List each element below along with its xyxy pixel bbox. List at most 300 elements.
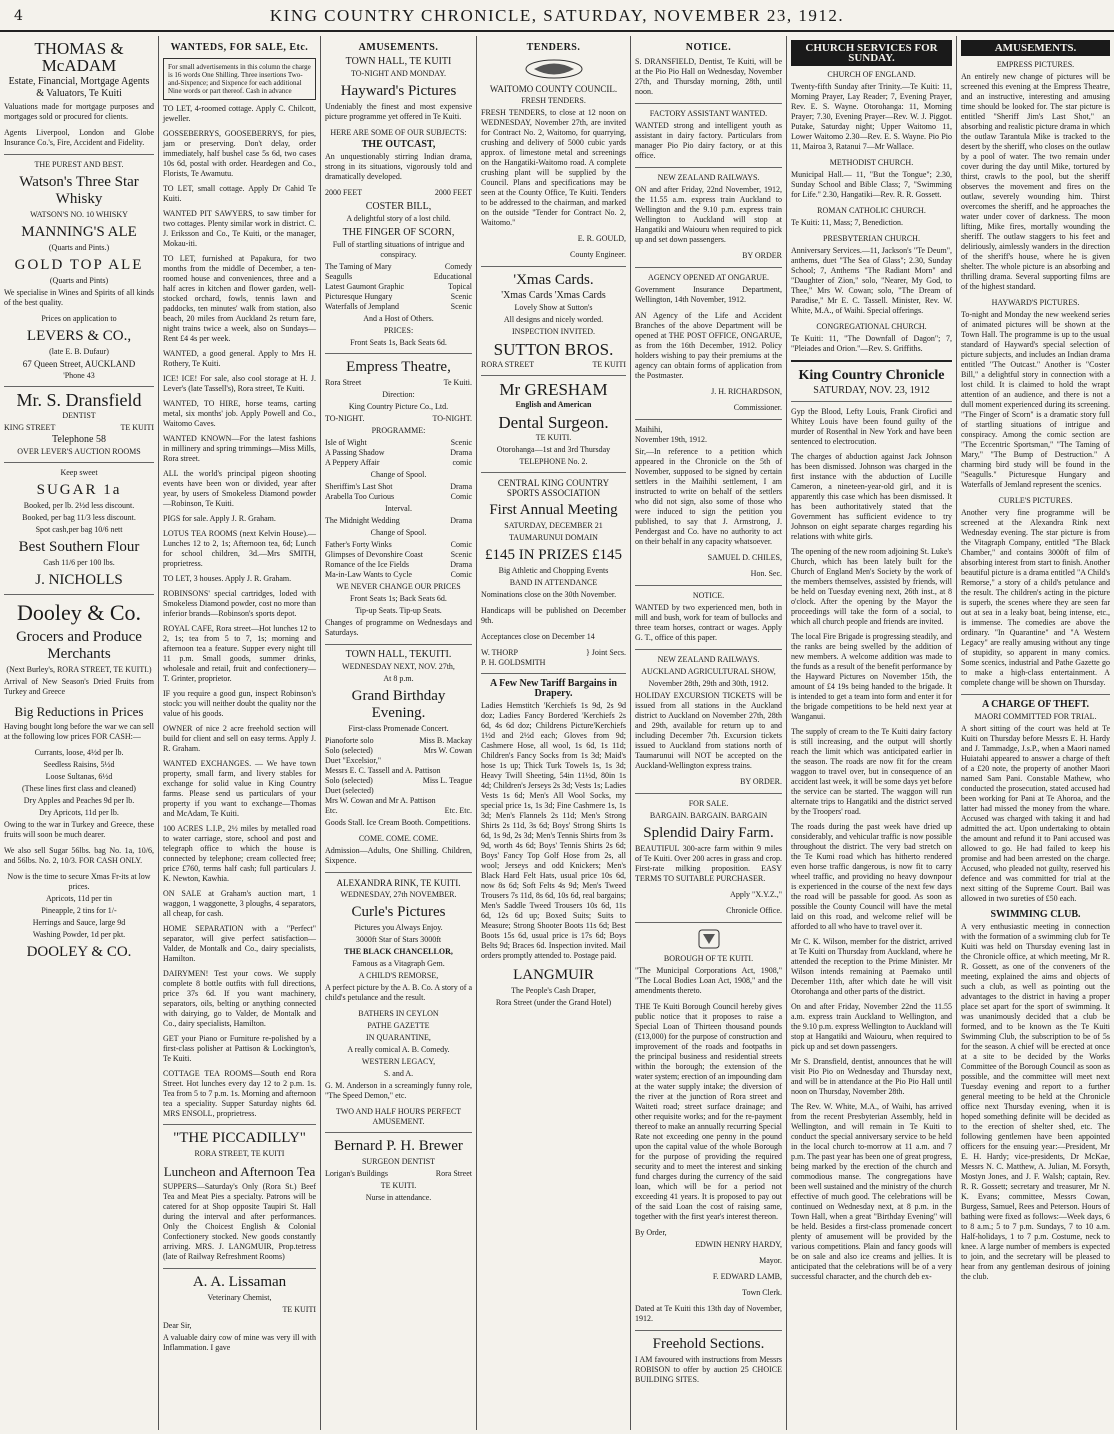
classified-ad: LOTUS TEA ROOMS (next Kelvin House).—Lunches 12 to 2, 1s; Afternoon tea, 6d; Lunch for school children, 3d.—Mrs SMITH, proprietress. bbox=[163, 529, 316, 568]
programme-row bbox=[325, 482, 472, 492]
agency-heading: AGENCY OPENED AT ONGARUE. bbox=[648, 273, 769, 282]
first-class-note: (These lines first class and cleaned) bbox=[22, 784, 136, 793]
programme-row bbox=[325, 516, 472, 526]
programme-item: Solo (selected) bbox=[325, 776, 373, 785]
fresh-body: FRESH TENDERS, to close at 12 noon on WEDNESDAY, November 27th, are invited for Contract No. 2, Waitomo, for quarrying, crushing and delivery of 5000 cubic yards approx. of limestone metal and screenings on the Hangatiki-Waitomo road. A complete crushing plant will be supplied by the Council. Plans and specifications may be seen at the County Office, Te Kuiti. Tenders to be addressed to the chairman, and marked on the outside "Tender for Contract No. 2, Waitomo." bbox=[481, 108, 626, 227]
county-crest-icon bbox=[514, 58, 594, 80]
apply-xyz: Apply "X.Y.Z.," bbox=[730, 890, 782, 899]
programme-item: Isle of Wight bbox=[325, 438, 367, 447]
joint-secs: } Joint Secs. bbox=[585, 648, 626, 657]
quarantine-desc: A really comical A. B. Comedy. bbox=[347, 1045, 450, 1054]
nzr-heading-2: NEW ZEALAND RAILWAYS. bbox=[657, 655, 760, 664]
town-hall-2: TOWN HALL, TEKUITI. bbox=[345, 649, 452, 660]
programme-list-2 bbox=[325, 482, 472, 502]
childs-desc: A perfect picture by the A. B. Co. A story of a child's petulance and the result. bbox=[325, 983, 472, 1002]
classified-ad: TO LET, 3 houses. Apply J. R. Graham. bbox=[163, 574, 292, 583]
factory-body: WANTED strong and intelligent youth as assistant in dairy factory. Particulars from manager Pio Pio dairy factory, or at this office. bbox=[635, 121, 782, 160]
programme-kind: Comic bbox=[450, 540, 472, 549]
tonight-left: TO-NIGHT. bbox=[325, 414, 365, 423]
hayward-pictures: HAYWARD'S PICTURES. bbox=[991, 298, 1080, 307]
spot-cash: Spot cash,per bag 10/6 nett bbox=[35, 525, 123, 534]
sutton-bros: SUTTON BROS. bbox=[493, 340, 614, 359]
classified-ad: ROYAL CAFE, Rora street—Hot lunches 12 to 2, 1s; tea from 5 to 7, 1s; morning and afternoon tea a feature. Supper every night till 11 p.m. Small goods, summer drinks, wholesale and retail, fruit and confectionery—T. Grinter, proprietor. bbox=[163, 624, 316, 683]
classified-ad: OWNER of nice 2 acre freehold section will build for client and sell on easy terms. Apply J. R. Graham. bbox=[163, 724, 316, 753]
programme-row bbox=[325, 806, 472, 816]
programme-item: A Peppery Affair bbox=[325, 458, 380, 467]
nominations-text: Nominations close on the 30th November. bbox=[481, 590, 617, 599]
outcast-desc: An unquestionably stirring Indian drama, strong in its situations, vigorously told and dramatically developed. bbox=[325, 152, 472, 181]
currants-price: Currants, loose, 4½d per lb. bbox=[34, 748, 124, 757]
curle-title: Curle's Pictures bbox=[351, 904, 446, 920]
concert-list bbox=[325, 736, 472, 816]
mayor-title: Mayor. bbox=[759, 1256, 782, 1265]
column-5 bbox=[631, 36, 786, 1430]
clerk-title: Town Clerk. bbox=[742, 1288, 782, 1297]
classified-ad: GOSSEBERRYS, GOOSEBERRYS, for pies, jam or preserving. Don't delay, order immediately, half bushel case 5s 6d, two cases 10s 6d, postal with order. Heardegen and Co., Florists, Te Awamutu. bbox=[163, 129, 316, 178]
empress-body: An entirely new change of pictures will be screened this evening at the Empress Theatre, and an instructive, interesting and amusing time should be looked for. The star picture is entitled "Sheriff Jim's Last Shot," an absorbing and realistic picture drama in which the outlaw Tarantula Mike is tracked to the desert by the sheriff, who closes on the outlaw by a pool of water. The two remain under cover during the day until Mike, tortured by thirst, crawls to the pool, but the sheriff observes the movement and fires on the outlaw, severely wounding him. Thirst overcomes the sheriff, and he approaches the water under cover of darkness. The moon lifting, Mike fires, mortally wounding the sheriff. The outlaw staggers to his feet and deliriously, aimlessly wanders in the direction of the sheriff's house, where he is given shelter. The whole picture is an absorbing and thrilling drama. Several supporting films are of the highest standard. bbox=[961, 72, 1110, 291]
programme-kind: Educational bbox=[433, 272, 472, 281]
agency-body: AN Agency of the Life and Accident Branches of the above Department will be opened at THE POST OFFICE, ONGARUE, as from the 16th December, 1912. Policy holders wishing to pay their premiums at the agency can obtain forms of application from the Postmaster. bbox=[635, 311, 782, 380]
fresh-tenders: FRESH TENDERS. bbox=[521, 96, 586, 105]
sports-association: CENTRAL KING COUNTRY SPORTS ASSOCIATION bbox=[497, 478, 610, 498]
programme-list-3 bbox=[325, 516, 472, 526]
hardy-name: EDWIN HENRY HARDY, bbox=[695, 1240, 782, 1249]
programme-item: Ma-in-Law Wants to Cycle bbox=[325, 570, 412, 579]
change-of-spool-2: Change of Spool. bbox=[370, 528, 427, 537]
classified-ad: 100 ACRES L.I.P., 2½ miles by metalled road to water carriage, store, school and post and telegraph office to which the house is connected by telephone; cream collected free; price £760, terms half cash; full particulars J. K. Newton, Kawhia. bbox=[163, 824, 316, 883]
petition-letter: Sir,—In reference to a petition which appeared in the Chronicle on the 5th of November, supposed to be signed by certain settlers in the Maihihi settlement, I am instructed to write on behalf of the settlers who did not sign, also some of those who were induced to sign the petition you published, to say that J. Armstrong, J. Pendergast and Co. have no authority to act on their behalf in any capacity whatsoever. bbox=[635, 447, 782, 546]
programme-kind: Drama bbox=[450, 448, 472, 457]
classified-ad: WANTED PIT SAWYERS, to saw timber for two cottages. Plenty similar work in district. C. J. Eriksson and Co., Te Kuiti, or the manager, Mokau-iti. bbox=[163, 209, 316, 248]
notice2-body: WANTED by two experienced men, both in mill and bush, work for team of bullocks and three team horses, contract or wages. Apply G. T., office of this paper. bbox=[635, 603, 782, 642]
lovely-show: Lovely Show at Sutton's bbox=[514, 303, 593, 312]
luncheon-text: Luncheon and Afternoon Tea bbox=[163, 1164, 316, 1179]
classified-ad: PIGS for sale. Apply J. R. Graham. bbox=[163, 514, 276, 523]
column-6 bbox=[787, 36, 956, 1430]
two-half-hours: TWO AND HALF HOURS PERFECT AMUSEMENT. bbox=[335, 1107, 462, 1126]
dooley-name: Dooley & Co. bbox=[16, 600, 142, 625]
classified-ad: GET your Piano or Furniture re-polished by a first-class polisher at Pattison & Lockington's, Te Kuiti. bbox=[163, 1034, 316, 1063]
wanteds-list bbox=[163, 104, 316, 1119]
programme-item: The Taming of Mary bbox=[325, 262, 392, 271]
dooley-address: (Next Burley's, RORA STREET, TE KUITI.) bbox=[6, 665, 152, 674]
xmas-fruits: Now is the time to secure Xmas Fr-its at low prices. bbox=[7, 872, 151, 891]
grocers-text: Grocers and Produce Merchants bbox=[16, 629, 142, 662]
classified-ad: TO LET, furnished at Papakura, for two months from the middle of December, a ten-roomed house and conveniences, three and a half acres in kitchen and flower garden, well-stocked orchard, fowls, tennis lawn and paddocks, ten minutes' walk from station, also beach, 20 miles from Auckland 2s return fare, night trains twice a week, also on Sundays—Rent £4 4s per week. bbox=[163, 254, 316, 343]
for-sale: FOR SALE. bbox=[688, 799, 729, 808]
lorigan-buildings: Lorigan's Buildings bbox=[325, 1169, 388, 1178]
curle-pictures: CURLE'S PICTURES. bbox=[998, 496, 1073, 505]
coe-body: Twenty-fifth Sunday after Trinity.—Te Kuiti: 11, Morning Prayer, Lay Reader; 7, Evening Prayer, Rev. E. S. Wayne. Otorohanga: 11, Morning Prayer; 7.30, Evening Prayer—Rev. W. J. Piggot. Putake, Saturday night; Upper Waitomo 11, Lower Waitomo 2.30—Rev. E. S. Wayne. Pio Pio 11, Mairoa 3, Ratanui 7—Mr Wallace. bbox=[791, 82, 952, 151]
notice-heading-2: NOTICE. bbox=[692, 591, 725, 600]
goldtop-ale: GOLD TOP ALE bbox=[14, 257, 144, 273]
bargain-line: BARGAIN. BARGAIN. BARGAIN bbox=[649, 811, 768, 820]
sugar-1a: SUGAR 1a bbox=[36, 482, 122, 498]
mannings-ale: MANNING'S ALE bbox=[21, 224, 137, 240]
specialise-text: We specialise in Wines and Spirits of all kinds of the best quality. bbox=[4, 288, 154, 307]
programme-kind: comic bbox=[452, 458, 472, 467]
anderson-text: G. M. Anderson in a screamingly funny role, "The Speed Demon," etc. bbox=[325, 1081, 472, 1100]
classified-ad: COTTAGE TEA ROOMS—South end Rora Street. Hot lunches every day 12 to 2 p.m. 1s. Tea from 5 to 7 p.m. 1s. Morning and afternoon tea a speciality. Supper Saturday nights 6d. MRS ENSOLL, proprietress. bbox=[163, 1069, 316, 1118]
dated-text: Dated at Te Kuiti this 13th day of November, 1912. bbox=[635, 1304, 782, 1323]
legacy-sub: S. and A. bbox=[383, 1069, 414, 1078]
programme-kind: Drama bbox=[450, 560, 472, 569]
piccadilly-title: "THE PICCADILLY" bbox=[173, 1130, 306, 1146]
always-enjoy: Pictures you Always Enjoy. bbox=[354, 923, 443, 932]
programme-item: Latest Gaumont Graphic bbox=[325, 282, 405, 291]
presb-heading: PRESBYTERIAN CHURCH. bbox=[823, 234, 920, 243]
feet-right: 2000 FEET bbox=[434, 188, 472, 197]
all-designs: All designs and nicely worded. bbox=[503, 315, 604, 324]
outcast-title: THE OUTCAST, bbox=[361, 139, 436, 150]
programme-item: Solo (selected) bbox=[325, 746, 373, 755]
dry-apricots-price: Dry Apricots, 11d per lb. bbox=[39, 808, 119, 817]
news-paragraph: Mr S. Dransfield, dentist, announces that he will visit Pio Pio on Wednesday and Thursday next, and will be in attendance at the Pio Pio Hall until noon on Thursday, November 28th. bbox=[791, 1057, 952, 1096]
vitagraph-gem: Famous as a Vitagraph Gem. bbox=[352, 959, 445, 968]
tonight-right: TO-NIGHT. bbox=[432, 414, 472, 423]
prices-label: PRICES: bbox=[383, 326, 414, 335]
gould-name: E. R. GOULD, bbox=[577, 234, 626, 243]
programme-row bbox=[325, 292, 472, 302]
programme-item: Arabella Too Curious bbox=[325, 492, 395, 501]
mahihi-place: Maihihi, bbox=[635, 425, 663, 434]
brewer-street: Rora Street bbox=[435, 1169, 472, 1178]
apricots-tin: Apricots, 11d per tin bbox=[46, 894, 112, 903]
agents-text: Agents Liverpool, London and Globe Insurance Co.'s, Fire, Accident and Fidelity. bbox=[4, 128, 154, 147]
programme-list-1 bbox=[325, 438, 472, 468]
classified-ad: ICE! ICE! For sale, also cool storage at H. J. Lever's (late Tassell's), Rora street, Te Kuiti. bbox=[163, 374, 316, 393]
programme-row bbox=[325, 540, 472, 550]
gresham-name: Mr GRESHAM bbox=[499, 380, 608, 399]
interval-label: Interval. bbox=[385, 504, 412, 513]
films-list bbox=[325, 262, 472, 312]
column-2 bbox=[159, 36, 320, 1430]
band-attendance: BAND IN ATTENDANCE bbox=[509, 578, 598, 587]
programme-kind: Scenic bbox=[450, 292, 472, 301]
programme-row bbox=[325, 550, 472, 560]
news-paragraph: The charges of abduction against Jack Johnson has been dismissed. Johnson was charged in the first instance with the abduction of Lucille Cameron, a nineteen-year-old girl, and it is apparently this case which has been dismissed. It has been authoritatively stated that the Government has sufficient evidence to try Johnson on eight separate charges regarding his relations with white girls. bbox=[791, 452, 952, 541]
levers-name: LEVERS & CO., bbox=[26, 328, 132, 344]
programme-kind: Comic bbox=[450, 570, 472, 579]
kc-body bbox=[791, 407, 952, 1282]
programme-row bbox=[325, 796, 472, 806]
programme-row bbox=[325, 746, 472, 756]
having-text: Having bought long before the war we can sell at the following low prices FOR CASH:— bbox=[4, 722, 154, 741]
handicaps-text: Handicaps will be published on December 9th. bbox=[481, 606, 626, 625]
undeniably-text: Undeniably the finest and most expensive picture programme yet offered in Te Kuiti. bbox=[325, 102, 472, 121]
programme-row bbox=[325, 448, 472, 458]
dear-sir: Dear Sir, bbox=[163, 1321, 192, 1330]
grand-birthday: Grand Birthday Evening. bbox=[351, 688, 446, 721]
presb-body: Anniversary Services.—11, Jackson's "Te Deum", anthems, duet "The Sea of Glass"; 2.30, Sunday School; 7, Anthems "The Radiant Morn" and "Daughter of Zion," solo, "Nearer, My God, to Thee," Mrs W. Cowan; solo, "The Dream of Paradise," Mr E. C. Tassell. Minister, Rev. W. White, M.A., of Waihi. Special offerings. bbox=[791, 246, 952, 315]
hon-sec: Hon. Sec. bbox=[750, 569, 782, 578]
arrival-text: Arrival of New Season's Dried Fruits from Turkey and Greece bbox=[4, 677, 154, 696]
classified-ad: TO LET, 4-roomed cottage. Apply C. Chilcott, jeweller. bbox=[163, 104, 316, 123]
hayward-body: To-night and Monday the new weekend series of animated pictures will be shown at the Town Hall. The programme is up to the usual standard of Hayward's special selection of picture subjects, and includes an Indian drama entitled "The Outcast." Another is "Coster Bill," a delightful story in connection with a lost child. It is claimed to hold the wrapt attention of an audience, and there is not a dull moment experienced during its screening. "The Finger of Scorn" is a dramatic story full of startling situations of intrigue and conspiracy. Among the comic section are "The Eccentric Sportsman," "The Taming of Mary," "The Bump of Destruction." A charming bird study will be found in the "Seagulls." Picturesque Hungary and Waterfalls of Jemland represent the scenics. bbox=[961, 310, 1110, 489]
empress-town: Te Kuiti. bbox=[443, 378, 472, 387]
farm-body: BEAUTIFUL 300-acre farm within 9 miles of Te Kuiti. Over 200 acres in grass and crop. First-rate milking proposition. EASY TERMS TO SUITABLE PURCHASER. bbox=[635, 844, 782, 883]
programme-kind: Topical bbox=[448, 282, 472, 291]
prices-application: Prices on application to bbox=[41, 314, 117, 323]
classified-ad: ALL the world's principal pigeon shooting events have been won or divided, year after year, by users of Smokeless Diamond powder—Robinson, Te Kuiti. bbox=[163, 469, 316, 508]
pineapple-price: Pineapple, 2 tins for 1/- bbox=[41, 906, 117, 915]
sutton-town: TE KUITI bbox=[592, 360, 626, 369]
news-paragraph: Mr C. K. Wilson, member for the district, arrived at Te Kuiti on Thursday from Auckland, where he attended the reception to the Prime Minister. Mr Wilson intends remaining at Paemako until December 11th, after which date he will visit Otorohanga and other parts of the district. bbox=[791, 937, 952, 996]
church-heading: CHURCH SERVICES FOR SUNDAY. bbox=[791, 40, 952, 66]
by-order-3: By Order, bbox=[635, 1228, 667, 1237]
booked-lb: Booked, per lb. 2½d less discount. bbox=[23, 501, 135, 510]
programme-row bbox=[325, 786, 472, 796]
programme-list-4 bbox=[325, 540, 472, 580]
booked-bag: Booked, per bag 11/3 less discount. bbox=[22, 513, 136, 522]
column-3 bbox=[321, 36, 476, 1430]
wanteds-rates: For small advertisements in this column the charge is 16 words One Shilling. Three insertions Two-and-Sixpence; and Sixpence for each additional Nine words or part thereof. Cash in advance bbox=[163, 58, 316, 100]
programme-kind: Drama bbox=[450, 482, 472, 491]
host-others: And a Host of Others. bbox=[363, 314, 434, 323]
programme-item: Romance of the Ice Fields bbox=[325, 560, 409, 569]
news-paragraph: The roads during the past week have dried up considerably, and vehicular traffic is now possible throughout the district. The very bad stretch on the Te Kumi road which has hitherto rendered even horse traffic dangerous, is now fit to carry wheel traffic, and providing no heavy downpour is experienced in the course of the next few days the road will be passable for good. As soon as possible the County Council will have the metal laid on this road, and welcome relief will be afforded to all who have to travel over it. bbox=[791, 822, 952, 931]
programme-kind: Etc. Etc. bbox=[444, 806, 472, 815]
te-kuiti: TE KUITI bbox=[120, 423, 154, 432]
langmuir-address: Rora Street (under the Grand Hotel) bbox=[495, 998, 612, 1007]
programme-kind: Miss B. Mackay bbox=[419, 736, 472, 745]
programme-item: Seagulls bbox=[325, 272, 353, 281]
curle-body: Another very fine programme will be screened at the Alexandra Rink next Wednesday evening. The star picture is from the Vitagraph Company, entitled "The Black Chamber," and contains 3000ft of film of absorbing interest from start to finish. Another beautiful picture is a drama entitled "A Child's Remorse," a story of a child's petulance and the result. The children's acting in the picture is superb, the scenes where they are seen far out at sea in a leaky boat, being intense, etc., is immense. The comedies are above the ordinary. "In Quarantine" and "A Western Legacy" are really amusing without any tinge of stupidity, so apparent in many comics. Some scenics, industrial and Pathe Gazette go to make a high-class entertainment. A complete change will be shown on Thursday. bbox=[961, 508, 1110, 687]
bathers-ceylon: BATHERS IN CEYLON bbox=[358, 1009, 439, 1018]
dry-apples-price: Dry Apples and Peaches 9d per lb. bbox=[23, 796, 135, 805]
sultanas-price: Loose Sultanas, 6½d bbox=[45, 772, 113, 781]
come-come: COME. COME. COME. bbox=[358, 834, 439, 843]
tipup-seats: Tip-up Seats. Tip-up Seats. bbox=[355, 606, 442, 615]
programme-item: Duet "Excelsior," bbox=[325, 756, 381, 765]
county-council: WAITOMO COUNTY COUNCIL. bbox=[489, 84, 618, 94]
programme-row bbox=[325, 262, 472, 272]
finger-title: THE FINGER OF SCORN, bbox=[342, 227, 455, 238]
classified-ad: WANTED, TO HIRE, horse teams, carting metal, six months' job. Apply Powell and Co., Waitomo Caves. bbox=[163, 399, 316, 428]
flour-cash: Cash 11/6 per 100 lbs. bbox=[43, 558, 115, 567]
ags-date: November 28th, 29th and 30th, 1912. bbox=[648, 679, 769, 688]
king-street: KING STREET bbox=[4, 423, 56, 432]
tenders-heading: TENDERS. bbox=[526, 42, 581, 53]
borough-heading: BOROUGH OF TE KUITI. bbox=[663, 954, 754, 963]
subjects-label: HERE ARE SOME OF OUR SUBJECTS: bbox=[330, 128, 467, 137]
big-reductions: Big Reductions in Prices bbox=[14, 704, 144, 719]
classified-ad: WANTED EXCHANGES. — We have town property, small farm, and livery stables for exchange for solid value in King Country farms. Please send us particulars of your property if you want to exchange—Thomas and McAdam, Te Kuiti. bbox=[163, 759, 316, 818]
programme-item: Father's Forty Winks bbox=[325, 540, 392, 549]
rora-street: Rora Street bbox=[325, 378, 362, 387]
valuations-text: Valuations made for mortgage purposes and mortgages sold or procured for clients. bbox=[4, 102, 154, 121]
childs-remorse: A CHILD'S REMORSE, bbox=[358, 971, 439, 980]
programme-item: The Midnight Wedding bbox=[325, 516, 400, 525]
best-flour: Best Southern Flour bbox=[18, 539, 140, 555]
raisins-price: Seedless Raisins, 5½d bbox=[43, 760, 115, 769]
programme-row bbox=[325, 756, 472, 766]
taumarunui-domain: TAUMARUNUI DOMAIN bbox=[509, 533, 598, 542]
over-levers: OVER LEVER'S AUCTION ROOMS bbox=[17, 447, 141, 456]
queen-street: 67 Queen Street, AUCKLAND bbox=[22, 359, 136, 369]
maori-committed: MAORI COMMITTED FOR TRIAL. bbox=[974, 712, 1097, 721]
cong-body: Te Kuiti: 11, "The Downfall of Dagon"; 7, "Pleiades and Orion."—Rev. S. Griffiths. bbox=[791, 334, 952, 353]
langmuir-name: LANGMUIR bbox=[513, 967, 594, 983]
programme-item: A Passing Shadow bbox=[325, 448, 385, 457]
programme-kind: Scenic bbox=[450, 438, 472, 447]
amusements-heading-2: AMUSEMENTS. bbox=[961, 40, 1110, 56]
acts-text: "The Municipal Corporations Act, 1908," "The Local Bodies Loan Act, 1908," and the amendments thereto. bbox=[635, 966, 782, 995]
programme-kind: Miss L. Teague bbox=[422, 776, 472, 785]
programme-item: Waterfalls of Jempland bbox=[325, 302, 399, 311]
programme-item: Etc. bbox=[325, 806, 338, 815]
notice-heading: NOTICE. bbox=[685, 42, 732, 53]
in-quarantine: IN QUARANTINE, bbox=[366, 1033, 431, 1042]
chiles-name: SAMUEL D. CHILES, bbox=[707, 553, 782, 562]
vet-letter: A valuable dairy cow of mine was very ill with Inflammation. I gave bbox=[163, 1333, 316, 1352]
borough-crest-icon bbox=[669, 928, 749, 950]
prizes-145: £145 IN PRIZES £145 bbox=[484, 547, 623, 563]
gould-title: County Engineer. bbox=[570, 250, 626, 259]
news-paragraph: The Rev. W. White, M.A., of Waihi, has arrived from the recent Presbyterian Assembly, held in Wellington, and will remain in Te Kuiti to conduct the special anniversary service to be held in the local church to-morrow at 11 a.m. and 7 p.m. The past year has been one of great progress, being marked by the erection of the church and commodious manse. The congregations have been well sustained and the ministry of the church effective of much good. The celebrations will be continued on Wednesday next, at 8 p.m. in the Town Hall, when a great "Birthday Evening" will be held. Besides a first-class promenade concert plenty of amusement will be provided by the various competitions. Plain and fancy goods will be on sale and also ice creams and jellies. It is anticipated that the celebrations will be of a very successful character, and the church deb ex- bbox=[791, 1102, 952, 1281]
kc-date: SATURDAY, NOV. 23, 1912 bbox=[813, 385, 930, 396]
masthead bbox=[0, 0, 1114, 32]
keep-sweet: Keep sweet bbox=[60, 468, 98, 477]
star-of-stars: 3000ft Star of Stars 3000ft bbox=[355, 935, 442, 944]
goldsmith-name: P. H. GOLDSMITH bbox=[481, 658, 546, 667]
english-american: English and American bbox=[515, 400, 592, 409]
news-paragraph: The opening of the new room adjoining St. Luke's Church, which has been lately built for the Church of England Men's Society by the work of the members themselves, assisted by friends, will be held on Tuesday evening next, 26th inst., at 8 o'clock. After the opening by the Mayor the proceedings will take the form of a social, to which all church people and friends are invited. bbox=[791, 547, 952, 626]
coster-desc: A delightful story of a lost child. bbox=[346, 214, 451, 223]
news-paragraph: The supply of cream to the Te Kuiti dairy factory is still increasing, and the output will shortly reach the limit which was anticipated earlier in the season. The roads are now fit for the cream waggon to travel over, but in consequence of an accident last week, it will be some days yet before the service can be started. The waggon will run alternate trips to Hangatiki and the district served by the Troopers' road. bbox=[791, 727, 952, 816]
programme-row bbox=[325, 302, 472, 312]
programme-row bbox=[325, 492, 472, 502]
brewer-town: TE KUITI. bbox=[380, 1181, 417, 1190]
meeting-date: SATURDAY, DECEMBER 21 bbox=[504, 521, 603, 530]
classified-ad: ON SALE at Graham's auction mart, 1 waggon, 1 waggonette, 3 ploughs, 4 separators, all cheap, for cash. bbox=[163, 889, 316, 918]
govt-dept: Government Insurance Department, Wellington, 14th November, 1912. bbox=[635, 285, 782, 304]
classified-ad: WANTED KNOWN—For the latest fashions in millinery and spring trimmings—Miss Mills, Rora street. bbox=[163, 434, 316, 463]
column-1 bbox=[0, 36, 158, 1430]
tariff-body: Ladies Hemstitch 'Kerchiefs 1s 9d, 2s 9d doz; Ladies Fancy Bordered 'Kerchiefs 2s 6d, 4s 6d doz; Childrens Picture'Kerchiefs 1½d and 2½d each; Gloves from 9d; Cashmere Hose, all wool, 1s 6d, 1s 11d; Children's Fancy Socks from 1s 3d; Maid's hose 1s up; Thick Turk Towels 1s, 1s 3d; Heavy Twill Sheeting, 54in 11½d, 80in 1s 4d; Children's Jerseys 2s 3d; Vests 1s; Ladies Vests 1s 6d; Men's All Wool Socks, my special price 1s, 1s 3d; Fine Cashmere 1s, 1s 3d; Men's Flannels 2s 11d; Men's Strong Shirts 2s 11d, 3s 6d; Boys' Strong Shirts 1s 6d, 1s 9d, 2s 3d; Men's Tennis Shirts from 3s 9d, worth 4s 6d; Boys' Tennis Shirts 2s 6d; Boys' Fancy Top Golf Hose from 2s, all wool; Jerseys and odd Knickers; Men's Black Hard Felt Hats, usual price 10s 6d, now 8s 6d; Soft Felts 4s 9d; Men's Tweed Trousers 7s 11d, 8s 6d, 10s 6d, real bargains; Men's Saddle Tweed Trousers 10s 6d, 11s 6d, 12s 6d up; Boxed Suits; Suits to Measure; Strong Shooter Boots 11s 6d; Best Boots 15s 6d, usual price is 17s 6d; Boys Belts 9d; Braces 6d. Inspection invited. Mail orders promptly attended to. Postage paid. bbox=[481, 701, 626, 960]
xmas-cards: 'Xmas Cards. bbox=[513, 272, 594, 288]
dairy-farm: Splendid Dairy Farm. bbox=[643, 825, 774, 841]
owing-text: Owing to the war in Turkey and Greece, these fruits will soon be much dearer. bbox=[4, 820, 154, 839]
telephone-58: Telephone 58 bbox=[51, 434, 106, 445]
programme-kind: Comic bbox=[450, 492, 472, 501]
nzr-body: ON and after Friday, 22nd November, 1912, the 11.55 a.m. express train Auckland to Wellington and the 9.10 p.m. express train Wellington to Auckland will stop at Hangatiki and Waiouru when required to pick up and set down passengers. bbox=[635, 185, 782, 244]
cong-heading: CONGREGATIONAL CHURCH. bbox=[816, 322, 927, 331]
programme-kind: Scenic bbox=[450, 302, 472, 311]
chronicle-office: Chronicle Office. bbox=[726, 906, 782, 915]
suppers-text: SUPPERS—Saturday's Only (Rora St.) Beef Tea and Meat Pies a specialty. Patrons will be catered for at Shop opposite Taupiri St. Hall during the interval and after performances. Only the Choicest English & Colonial Confectionery stocked. New goods constantly arriving. MRS. J. LANGMUIR, Prop.tetress (late of Railway Refreshment Rooms) bbox=[163, 1182, 316, 1261]
richardson-name: J. H. RICHARDSON, bbox=[711, 387, 782, 396]
swimming-club: SWIMMING CLUB. bbox=[990, 909, 1081, 920]
town-hall: TOWN HALL, TE KUITI bbox=[345, 56, 452, 67]
programme-row bbox=[325, 458, 472, 468]
holiday-excursion: HOLIDAY EXCURSION TICKETS will be issued from all stations in the Auckland district to Auckland on November 27th, 28th and 29th, available for return up to and including December 7th. Excursion tickets issued to Auckland from stations north of Taumarunui will NOT be accepted on the Auckland-Wellington express trains. bbox=[635, 691, 782, 770]
coster-title: COSTER BILL, bbox=[365, 201, 432, 212]
dental-surgeon: Dental Surgeon. bbox=[498, 413, 609, 432]
western-legacy: WESTERN LEGACY, bbox=[361, 1057, 436, 1066]
programme-item: Mrs W. Cowan and Mr A. Pattison bbox=[325, 796, 436, 805]
admission-text: Admission—Adults, One Shilling. Children, Sixpence. bbox=[325, 846, 472, 865]
quarts-text-2: (Quarts and Pints) bbox=[49, 276, 109, 285]
dooley-footer: DOOLEY & CO. bbox=[26, 944, 132, 960]
finger-desc: Full of startling situations of intrigue and conspiracy. bbox=[332, 240, 465, 259]
brewer-name: Bernard P. H. Brewer bbox=[334, 1138, 463, 1154]
news-paragraph: The local Fire Brigade is progressing steadily, and the ranks are being swelled by the addition of new members. A welcome addition was made to the funds as a result of the benefit performance by the Hayward Pictures on November 15th, the amount of £4 19s being handed to the brigade. It is intended to get a team into form and enter it for the brigade competitions to be held next year at Wanganui. bbox=[791, 632, 952, 721]
freehold-sections: Freehold Sections. bbox=[652, 1336, 765, 1352]
sutton-street: RORA STREET bbox=[481, 360, 535, 369]
telephone-2: TELEPHONE No. 2. bbox=[519, 457, 588, 466]
nicholls-name: J. NICHOLLS bbox=[35, 572, 123, 588]
at-8pm: At 8 p.m. bbox=[383, 674, 414, 683]
programme-row bbox=[325, 272, 472, 282]
classified-ad: DAIRYMEN! Test your cows. We supply complete 8 bottle outfits with full directions, price 37s 6d. If you want machinery, separators, oils, belting or anything connected with dairying, go to Valder, de Montalk and Co., dairy specialists, Hamilton. bbox=[163, 969, 316, 1028]
news-paragraph: On and after Friday, November 22nd the 11.55 a.m. express train Auckland to Wellington, and the 9.10 p.m. express Wellington to Auckland will stop at Hangatiki and Waiouru, when required to pick up and set down passengers. bbox=[791, 1002, 952, 1051]
black-chancellor: THE BLACK CHANCELLOR, bbox=[344, 947, 453, 956]
programme-kind: Mrs W. Cowan bbox=[423, 746, 472, 755]
programme-item: Duet (selected) bbox=[325, 786, 374, 795]
quarts-text: (Quarts and Pints.) bbox=[48, 243, 110, 252]
swimming-body: A very enthusiastic meeting in connection with the formation of a swimming club for Te Kuiti was held on Thursday evening last in the Chronicle office, at which meeting, Mr R. R. Gossett, as one of the conveners of the meeting, explained the aims and objects of such a club, as well as pointing out the advantages to the district in having a proper place set apart for the sport of swimming. It was unanimously decided that a club be formed, and to be known as the Te Kuiti Swimming Club, the subscription to be of 5s for the season. A chief will be erected at once at a site to be decided by the Works Committee of the Borough Council as soon as possible, and the committee will meet next Tuesday evening and report to a further general meeting to be held at the Chronicle office next Thursday evening, when it is hoped something definite will be decided as to the erection of shelter shed, etc. The following gentlemen have been appointed officers for the ensuing year:—President, Mr E. H. Hardy; vice-presidents, Dr McKae, Messrs N. C. Matthew, A. Julian, M. Forsyth, Mostyn Jones, and J. F. Walsh; captain, Rev. R. R. Gossett; secretary and treasurer, Mr N. K. Evans; committee, Messrs Cowan, Burgess, Samuel, Rees and Peterson. Hours of bathing were fixed as follows:—Week days, 6 to 8 a.m.; 5 to 7 p.m. Sundays, 7 to 10 a.m. Half-holidays, 1 to 7 p.m. Costume, neck to knee. A large number of members is expected to join, and the secretary will be pleased to hear from any gentleman desirous of joining the club. bbox=[961, 922, 1110, 1281]
news-paragraph: Gyp the Blood, Lefty Louis, Frank Cirofici and Whitey Louis have been found guilty of the murder of Rosenthal in New York and have been sentenced to electrocution. bbox=[791, 407, 952, 446]
tariff-bargains: A Few New Tariff Bargains in Drapery. bbox=[490, 678, 617, 699]
tonight-monday: TO-NIGHT AND MONDAY. bbox=[350, 69, 447, 78]
amusements-heading: AMUSEMENTS. bbox=[358, 42, 439, 53]
nzr-heading: NEW ZEALAND RAILWAYS. bbox=[657, 173, 760, 182]
classified-ad: IF you require a good gun, inspect Robinson's stock: you will neither doubt the quality nor the value of his goods. bbox=[163, 689, 316, 718]
surgeon-dentist: SURGEON DENTIST bbox=[361, 1157, 436, 1166]
programme-item: Pianoforte solo bbox=[325, 736, 374, 745]
freehold-body: I AM favoured with instructions from Messrs ROBISON to offer by auction 25 CHOICE BUILDING SITES. bbox=[635, 1355, 782, 1384]
first-annual: First Annual Meeting bbox=[489, 502, 618, 518]
loan-text: THE Te Kuiti Borough Council hereby gives public notice that it proposes to raise a Special Loan of Thirteen thousand pounds (£13,000) for the purpose of construction and improvement of the roads and footpaths in the principal business and residential streets within the borough; the extension of the water system; erection of an impounding dam at the water supply intake; the diversion of the river at the junction of Rora street and Waiteti road; street surface drainage; and other requisite works; and for the re-payment thereof to make an annually recurring Special Rate not exceeding one penny in the pound upon the capital value of the whole Borough for the purpose of providing the required security and to meet the interest and sinking fund charges during the currency of the said loan, which will be for a period not exceeding 41 years. It is proposed to pay out of the said Loan the cost of raising same, together with the first year's interest thereon. bbox=[635, 1002, 782, 1221]
coe-heading: CHURCH OF ENGLAND. bbox=[827, 70, 916, 79]
programme-row bbox=[325, 560, 472, 570]
promenade-concert: First-class Promenade Concert. bbox=[348, 724, 449, 733]
vet-town: TE KUITI bbox=[282, 1305, 316, 1314]
column-4 bbox=[477, 36, 630, 1430]
programme-row bbox=[325, 736, 472, 746]
xmas-cards-2: 'Xmas Cards 'Xmas Cards bbox=[501, 290, 606, 301]
change-of-spool: Change of Spool. bbox=[370, 470, 427, 479]
empress-title: Empress Theatre, bbox=[346, 359, 451, 375]
acceptances-text: Acceptances close on December 14 bbox=[481, 632, 595, 641]
masthead-title: KING COUNTRY CHRONICLE, SATURDAY, NOVEMBER 23, 1912. bbox=[269, 6, 845, 25]
methodist-body: Municipal Hall.— 11, "But the Tongue"; 2.30, Sunday School and Bible Class; 7, "Swimming for Life." 2.30, Hangatiki—Rev. R. R. Gossett. bbox=[791, 170, 952, 199]
purest-text: THE PUREST AND BEST. bbox=[34, 160, 124, 169]
factory-heading: FACTORY ASSISTANT WANTED. bbox=[649, 109, 768, 118]
programme-kind: Drama bbox=[450, 516, 472, 525]
never-change: WE NEVER CHANGE OUR PRICES bbox=[336, 582, 461, 591]
otorohanga-days: Otorohanga—1st and 3rd Thursday bbox=[496, 445, 611, 454]
programme-item: Picturesque Hungary bbox=[325, 292, 393, 301]
vet-chemist: Veterinary Chemist, bbox=[207, 1293, 272, 1302]
programme-row bbox=[325, 766, 472, 776]
dransfield-name: Mr. S. Dransfield bbox=[16, 390, 142, 410]
herrings-price: Herrings and Sauce, large 9d bbox=[32, 918, 126, 927]
classified-ad: ROBINSONS' special cartridges, loded with Smokeless Diamond powder, cost no more than inferior brands—Robinson's sports depot. bbox=[163, 589, 316, 618]
programme-kind: Comedy bbox=[444, 262, 472, 271]
mahihi-date: November 19th, 1912. bbox=[635, 435, 707, 444]
kc-title: King Country Chronicle bbox=[798, 368, 945, 383]
empress-pictures: EMPRESS PICTURES. bbox=[996, 60, 1075, 69]
nurse-text: Nurse in attendance. bbox=[365, 1193, 432, 1202]
piccadilly-address: RORA STREET, TE KUITI bbox=[194, 1149, 285, 1158]
programme-row bbox=[325, 438, 472, 448]
sugar-bag-text: We also sell Sugar 56lbs. bag No. 1a, 10/6, and 56lbs. No. 2, 10/3. FOR CASH ONLY. bbox=[4, 846, 154, 865]
thorp-name: W. THORP bbox=[481, 648, 518, 657]
column-7 bbox=[957, 36, 1114, 1430]
programme-kind: Scenic bbox=[450, 550, 472, 559]
